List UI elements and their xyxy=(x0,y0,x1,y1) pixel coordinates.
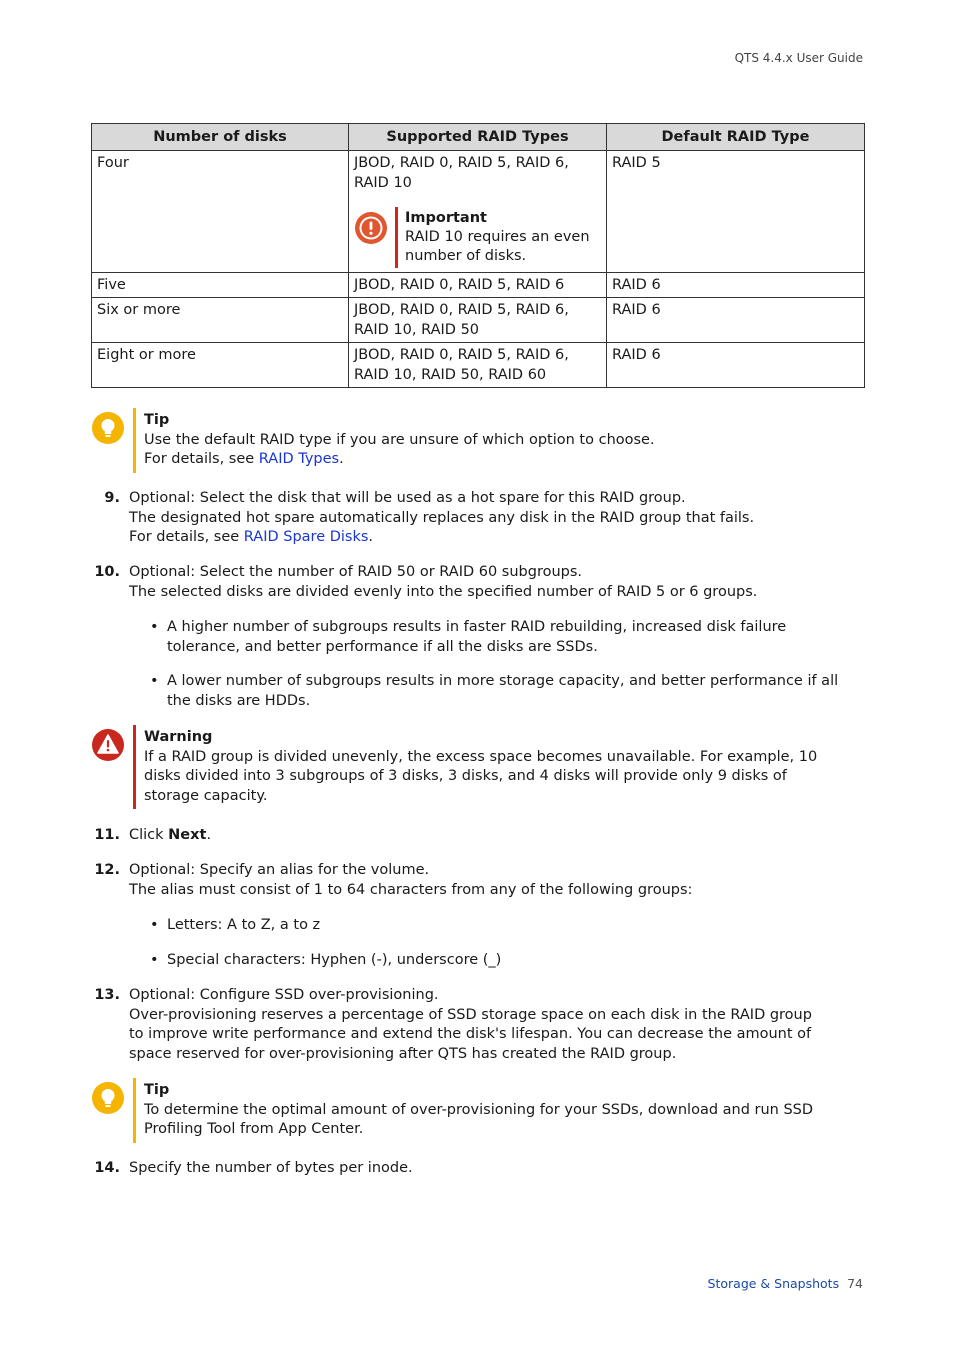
table-cell: JBOD, RAID 0, RAID 5, RAID 6, RAID 10, RAID 50 xyxy=(349,298,607,343)
step-13 xyxy=(91,986,864,1064)
step-number: 11. xyxy=(94,827,120,843)
raid-spare-disks-link[interactable]: RAID Spare Disks xyxy=(243,529,369,545)
step-text: Click Next. xyxy=(129,827,212,843)
page-header: QTS 4.4.x User Guide xyxy=(734,51,863,65)
next-label: Next xyxy=(168,827,207,843)
page-number: 74 xyxy=(847,1276,863,1291)
warning-text: If a RAID group is divided unevenly, the excess space becomes unavailable. For example, 10 disks divided into 3 subgroups of 3 disks, 3 disks, and 4 disks will provide only 9 disks of storage capacity. xyxy=(144,748,818,804)
step-11 xyxy=(91,826,864,846)
important-accent-bar xyxy=(395,207,398,268)
table-cell: Four xyxy=(92,151,349,273)
bullet-text: Letters: A to Z, a to z xyxy=(167,917,321,933)
table-cell: RAID 6 xyxy=(607,298,865,343)
bullet-text: A lower number of subgroups results in more storage capacity, and better performance if all the disks are HDDs. xyxy=(167,673,839,709)
table-header-row xyxy=(92,124,865,151)
tip-text: Use the default RAID type if you are unsure of which option to choose. xyxy=(144,431,655,448)
important-note xyxy=(354,207,601,268)
table-cell xyxy=(349,151,607,273)
column-header: Number of disks xyxy=(92,124,349,151)
list-item xyxy=(150,672,860,711)
table-row xyxy=(92,273,865,298)
step-10 xyxy=(91,563,864,602)
bullet-text: Special characters: Hyphen (-), underscore (_) xyxy=(167,952,502,968)
footer-section: Storage & Snapshots xyxy=(707,1276,840,1291)
exclamation-circle-icon xyxy=(354,211,388,245)
tip-details-line: For details, see RAID Types. xyxy=(144,451,344,467)
step-text: Optional: Configure SSD over-provisioning. xyxy=(129,987,439,1003)
table-cell: Eight or more xyxy=(92,343,349,388)
step-text: Specify the number of bytes per inode. xyxy=(129,1160,413,1176)
warning-callout xyxy=(91,725,834,809)
table-cell: RAID 5 xyxy=(607,151,865,273)
table-cell: Six or more xyxy=(92,298,349,343)
lightbulb-icon xyxy=(91,411,125,445)
step-text: The alias must consist of 1 to 64 characters from any of the following groups: xyxy=(129,881,693,898)
step-number: 9. xyxy=(104,490,120,506)
tip-text: To determine the optimal amount of over-provisioning for your SSDs, download and run SSD Profiling Tool from App Center. xyxy=(144,1101,814,1137)
table-cell: JBOD, RAID 0, RAID 5, RAID 6, RAID 10, RAID 50, RAID 60 xyxy=(349,343,607,388)
column-header: Default RAID Type xyxy=(607,124,865,151)
list-item xyxy=(150,951,860,971)
warning-accent-bar xyxy=(133,725,136,809)
table-row xyxy=(92,298,865,343)
raid-types-link[interactable]: RAID Types xyxy=(258,451,340,467)
step-details-line: For details, see RAID Spare Disks. xyxy=(129,529,374,545)
tip-title: Tip xyxy=(144,412,170,428)
important-text: RAID 10 requires an even number of disks. xyxy=(405,229,590,264)
tip-accent-bar xyxy=(133,408,136,473)
tip-title: Tip xyxy=(144,1082,170,1098)
raid-table xyxy=(91,123,865,388)
table-cell: Five xyxy=(92,273,349,298)
bullet-dot: • xyxy=(150,673,159,689)
step-9 xyxy=(91,489,864,548)
step-text: Optional: Specify an alias for the volume. xyxy=(129,862,430,878)
bullet-dot: • xyxy=(150,952,159,968)
step-number: 14. xyxy=(94,1160,120,1176)
table-cell: JBOD, RAID 0, RAID 5, RAID 6 xyxy=(349,273,607,298)
tip-callout xyxy=(91,1078,834,1143)
tip-callout xyxy=(91,408,655,473)
step-text: The selected disks are divided evenly into the specified number of RAID 5 or 6 groups. xyxy=(129,583,758,600)
tip-accent-bar xyxy=(133,1078,136,1143)
table-row xyxy=(92,151,865,273)
step-number: 10. xyxy=(94,564,120,580)
warning-triangle-icon xyxy=(91,728,125,762)
column-header: Supported RAID Types xyxy=(349,124,607,151)
cell-text: JBOD, RAID 0, RAID 5, RAID 6, RAID 10 xyxy=(354,155,569,191)
important-title: Important xyxy=(405,210,487,226)
list-item xyxy=(150,916,860,936)
table-cell: RAID 6 xyxy=(607,343,865,388)
bullet-dot: • xyxy=(150,619,159,635)
step-text: The designated hot spare automatically replaces any disk in the RAID group that fails. xyxy=(129,509,755,526)
lightbulb-icon xyxy=(91,1081,125,1115)
step-number: 12. xyxy=(94,862,120,878)
step-text: Optional: Select the number of RAID 50 or RAID 60 subgroups. xyxy=(129,564,583,580)
step-text: Optional: Select the disk that will be used as a hot spare for this RAID group. xyxy=(129,490,686,506)
step-number: 13. xyxy=(94,987,120,1003)
step-text: Over-provisioning reserves a percentage of SSD storage space on each disk in the RAID group to improve write performance and extend the disk's lifespan. You can decrease the amount of space reserved for over-provisioning after QTS has created the RAID group. xyxy=(129,1006,812,1062)
table-cell: RAID 6 xyxy=(607,273,865,298)
bullet-dot: • xyxy=(150,917,159,933)
table-row xyxy=(92,343,865,388)
warning-title: Warning xyxy=(144,729,213,745)
bullet-text: A higher number of subgroups results in faster RAID rebuilding, increased disk failure tolerance, and better performance if all the disks are SSDs. xyxy=(167,619,787,655)
step-14 xyxy=(91,1159,864,1179)
page-footer xyxy=(708,1276,863,1291)
list-item xyxy=(150,618,860,657)
step-12 xyxy=(91,861,864,900)
important-icon-wrap xyxy=(354,207,395,268)
